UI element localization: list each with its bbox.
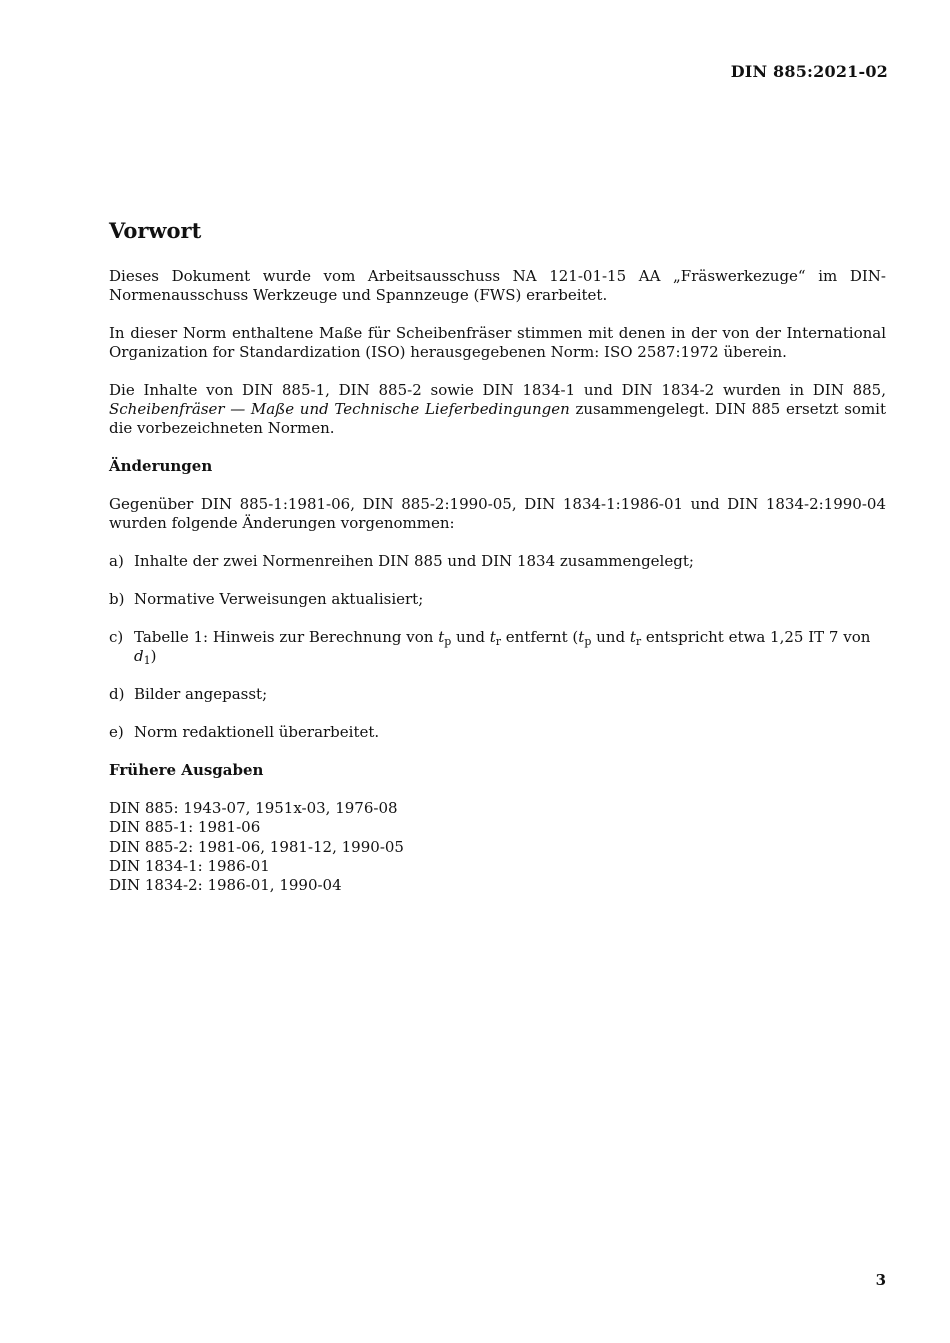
edition-line: DIN 1834-2: 1986-01, 1990-04	[109, 876, 342, 895]
list-item	[109, 685, 886, 704]
variable-t: t	[489, 628, 496, 646]
foreword-paragraph-2: In dieser Norm enthaltene Maße für Scheibenfräser stimmen mit denen in der von der International Organization for Standardization (ISO) herausgegebenen Norm: ISO 2587:1972 überein.	[109, 324, 886, 361]
edition-line: DIN 885-1: 1981-06	[109, 818, 261, 837]
foreword-title: Vorwort	[109, 218, 202, 243]
list-item-text: Norm redaktionell überarbeitet.	[134, 723, 380, 741]
variable-d: d	[134, 647, 144, 665]
formula-text: Tabelle 1: Hinweis zur Berechnung von	[134, 628, 439, 646]
list-item	[109, 590, 886, 609]
variable-t: t	[578, 628, 585, 646]
list-item-label: e)	[109, 723, 124, 741]
previous-editions-list	[109, 799, 886, 895]
variable-t: t	[629, 628, 636, 646]
list-item	[109, 552, 886, 571]
list-item	[109, 723, 886, 742]
edition-line: DIN 885-2: 1981-06, 1981-12, 1990-05	[109, 837, 404, 856]
formula-text: und	[591, 628, 630, 646]
subscript-p: p	[584, 635, 592, 648]
list-item-text: Normative Verweisungen aktualisiert;	[134, 590, 424, 608]
variable-t: t	[438, 628, 445, 646]
paragraph-3-before: Die Inhalte von DIN 885-1, DIN 885-2 sowie DIN 1834-1 und DIN 1834-2 wurden in DIN 885,	[109, 381, 886, 399]
list-item-label: a)	[109, 552, 124, 570]
subscript-1: 1	[143, 654, 151, 667]
page-number: 3	[875, 1271, 886, 1289]
list-item-label: c)	[109, 628, 124, 646]
subscript-r: r	[495, 635, 502, 648]
edition-line: DIN 885: 1943-07, 1951x-03, 1976-08	[109, 799, 398, 817]
formula-text: entspricht etwa 1,25 IT 7 von	[641, 628, 871, 646]
edition-line: DIN 1834-1: 1986-01	[109, 856, 270, 875]
list-item	[109, 628, 886, 666]
formula-text: )	[150, 647, 157, 665]
changes-intro: Gegenüber DIN 885-1:1981-06, DIN 885-2:1990-05, DIN 1834-1:1986-01 und DIN 1834-2:1990-04 wurden folgende Änderungen vorgenommen:	[109, 495, 886, 532]
paragraph-3-title-italic: Scheibenfräser — Maße und Technische Lieferbedingungen	[109, 400, 570, 418]
list-item-label: b)	[109, 590, 125, 608]
changes-title: Änderungen	[109, 457, 213, 475]
foreword-paragraph-3	[109, 381, 886, 438]
list-item-text: Bilder angepasst;	[134, 685, 268, 703]
page-content	[109, 218, 886, 895]
subscript-r: r	[635, 635, 642, 648]
document-id: DIN 885:2021-02	[730, 62, 888, 81]
subscript-p: p	[444, 635, 452, 648]
previous-editions-title: Frühere Ausgaben	[109, 761, 264, 779]
list-item-text	[134, 628, 886, 666]
list-item-label: d)	[109, 685, 125, 703]
formula-text: und	[451, 628, 490, 646]
foreword-paragraph-1: Dieses Dokument wurde vom Arbeitsausschuss NA 121-01-15 AA „Fräswerkezuge“ im DIN-Normenausschuss Werkzeuge und Spannzeuge (FWS) erarbeitet.	[109, 267, 886, 304]
list-item-text: Inhalte der zwei Normenreihen DIN 885 und DIN 1834 zusammengelegt;	[134, 552, 694, 570]
paragraph-3-after: zusammengelegt. DIN 885 ersetzt somit die vorbezeichneten Normen.	[109, 400, 886, 437]
formula-text: entfernt (	[501, 628, 579, 646]
